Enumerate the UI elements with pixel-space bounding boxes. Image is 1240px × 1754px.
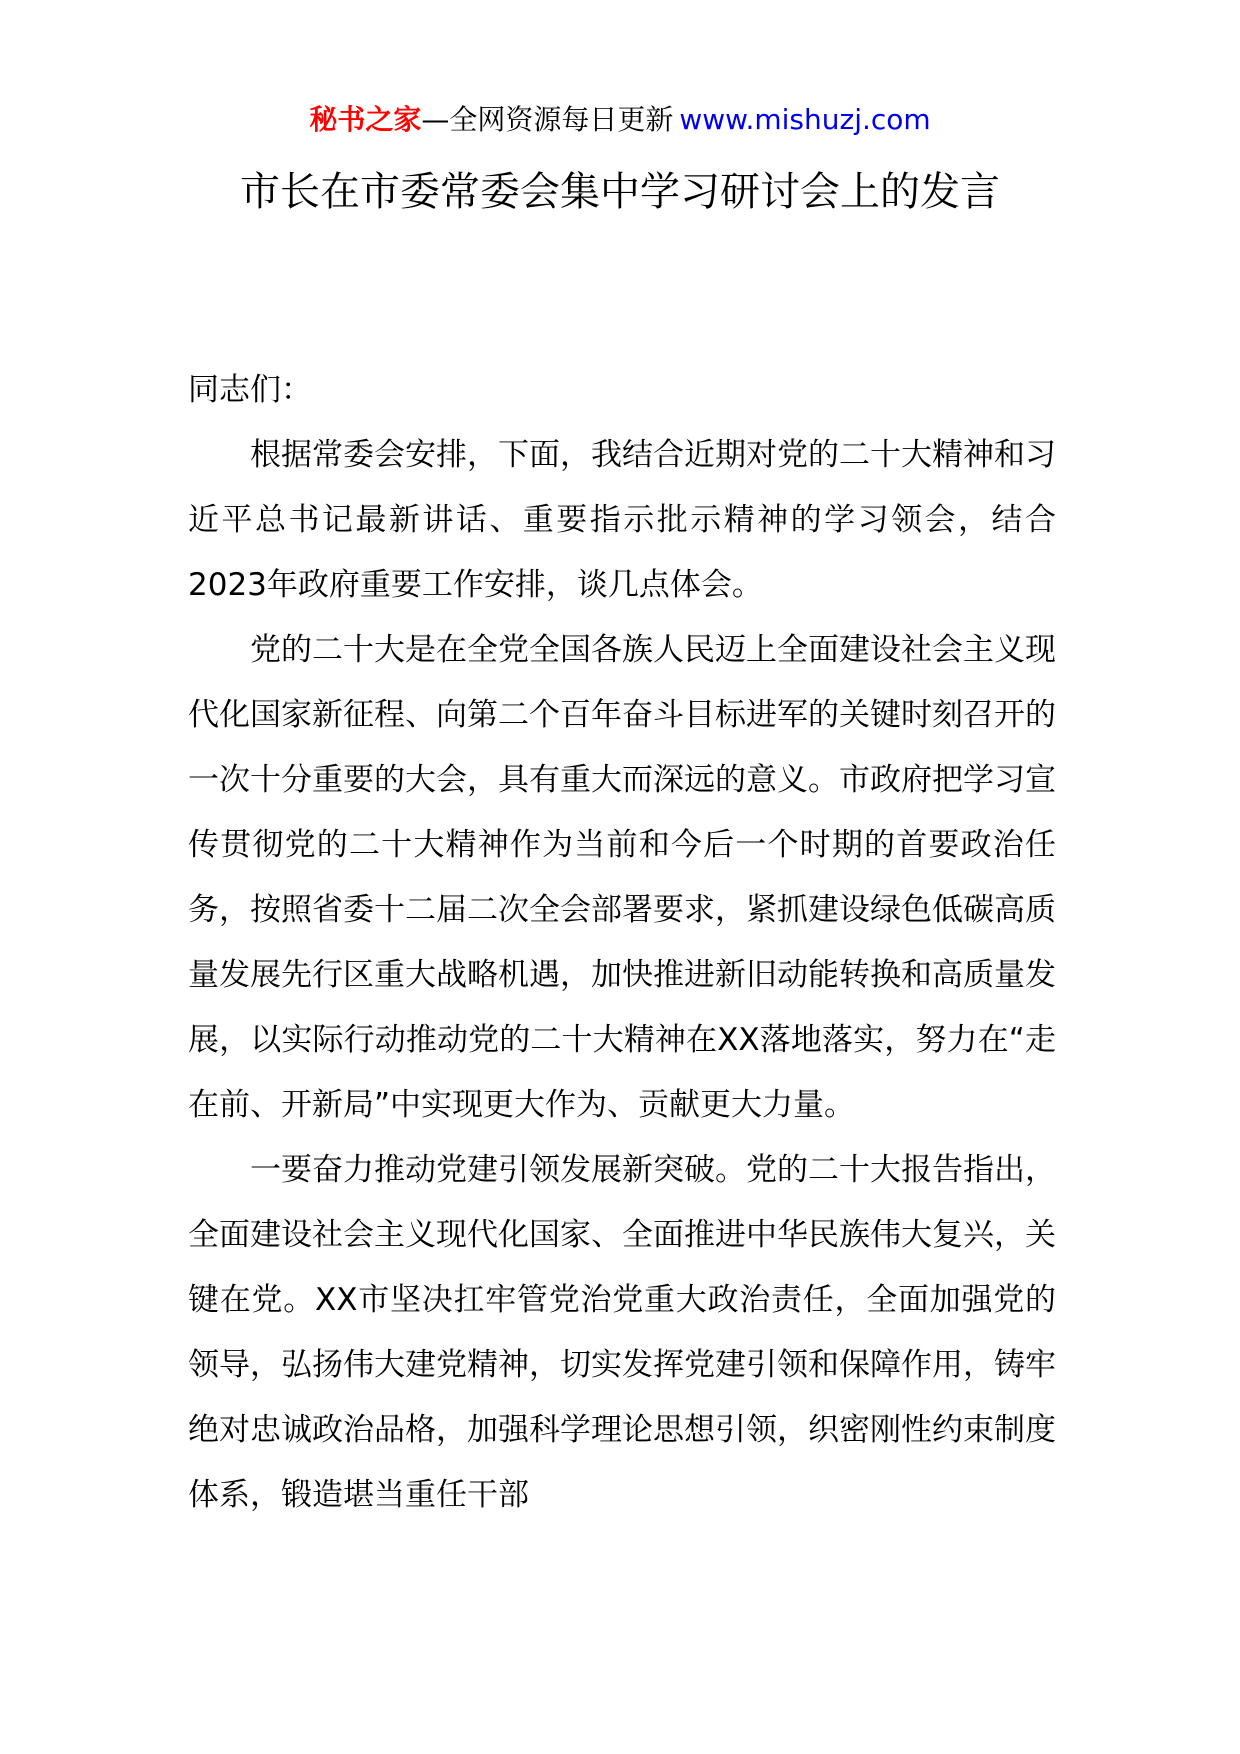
watermark-header <box>0 100 1240 140</box>
document-title: 市长在市委常委会集中学习研讨会上的发言 <box>240 169 1000 215</box>
header-tagline: —全网资源每日更新 <box>421 103 674 136</box>
body-paragraph: 一要奋力推动党建引领发展新突破。党的二十大报告指出，全面建设社会主义现代化国家、全面推进中华民族伟大复兴，关键在党。XX市坚决扛牢管党治党重大政治责任，全面加强党的领导，弘扬伟大建党精神，切实发挥党建引领和保障作用，铸牢绝对忠诚政治品格，加强科学理论思想引领，织密刚性约束制度体系，锻造堪当重任干部 <box>188 1152 1056 1513</box>
brand-name: 秘书之家 <box>309 103 422 136</box>
body-paragraph: 根据常委会安排，下面，我结合近期对党的二十大精神和习近平总书记最新讲话、重要指示批示精神的学习领会，结合2023年政府重要工作安排，谈几点体会。 <box>188 437 1056 603</box>
site-url-link[interactable]: www.mishuzj.com <box>679 103 931 136</box>
body-paragraph: 党的二十大是在全党全国各族人民迈上全面建设社会主义现代化国家新征程、向第二个百年奋斗目标进军的关键时刻召开的一次十分重要的大会，具有重大而深远的意义。市政府把学习宣传贯彻党的二十大精神作为当前和今后一个时期的首要政治任务，按照省委十二届二次全会部署要求，紧抓建设绿色低碳高质量发展先行区重大战略机遇，加快推进新旧动能转换和高质量发展，以实际行动推动党的二十大精神在XX落地落实，努力在“走在前、开新局”中实现更大作为、贡献更大力量。 <box>188 632 1056 1123</box>
document-body <box>188 358 1056 1528</box>
salutation: 同志们： <box>188 372 312 408</box>
